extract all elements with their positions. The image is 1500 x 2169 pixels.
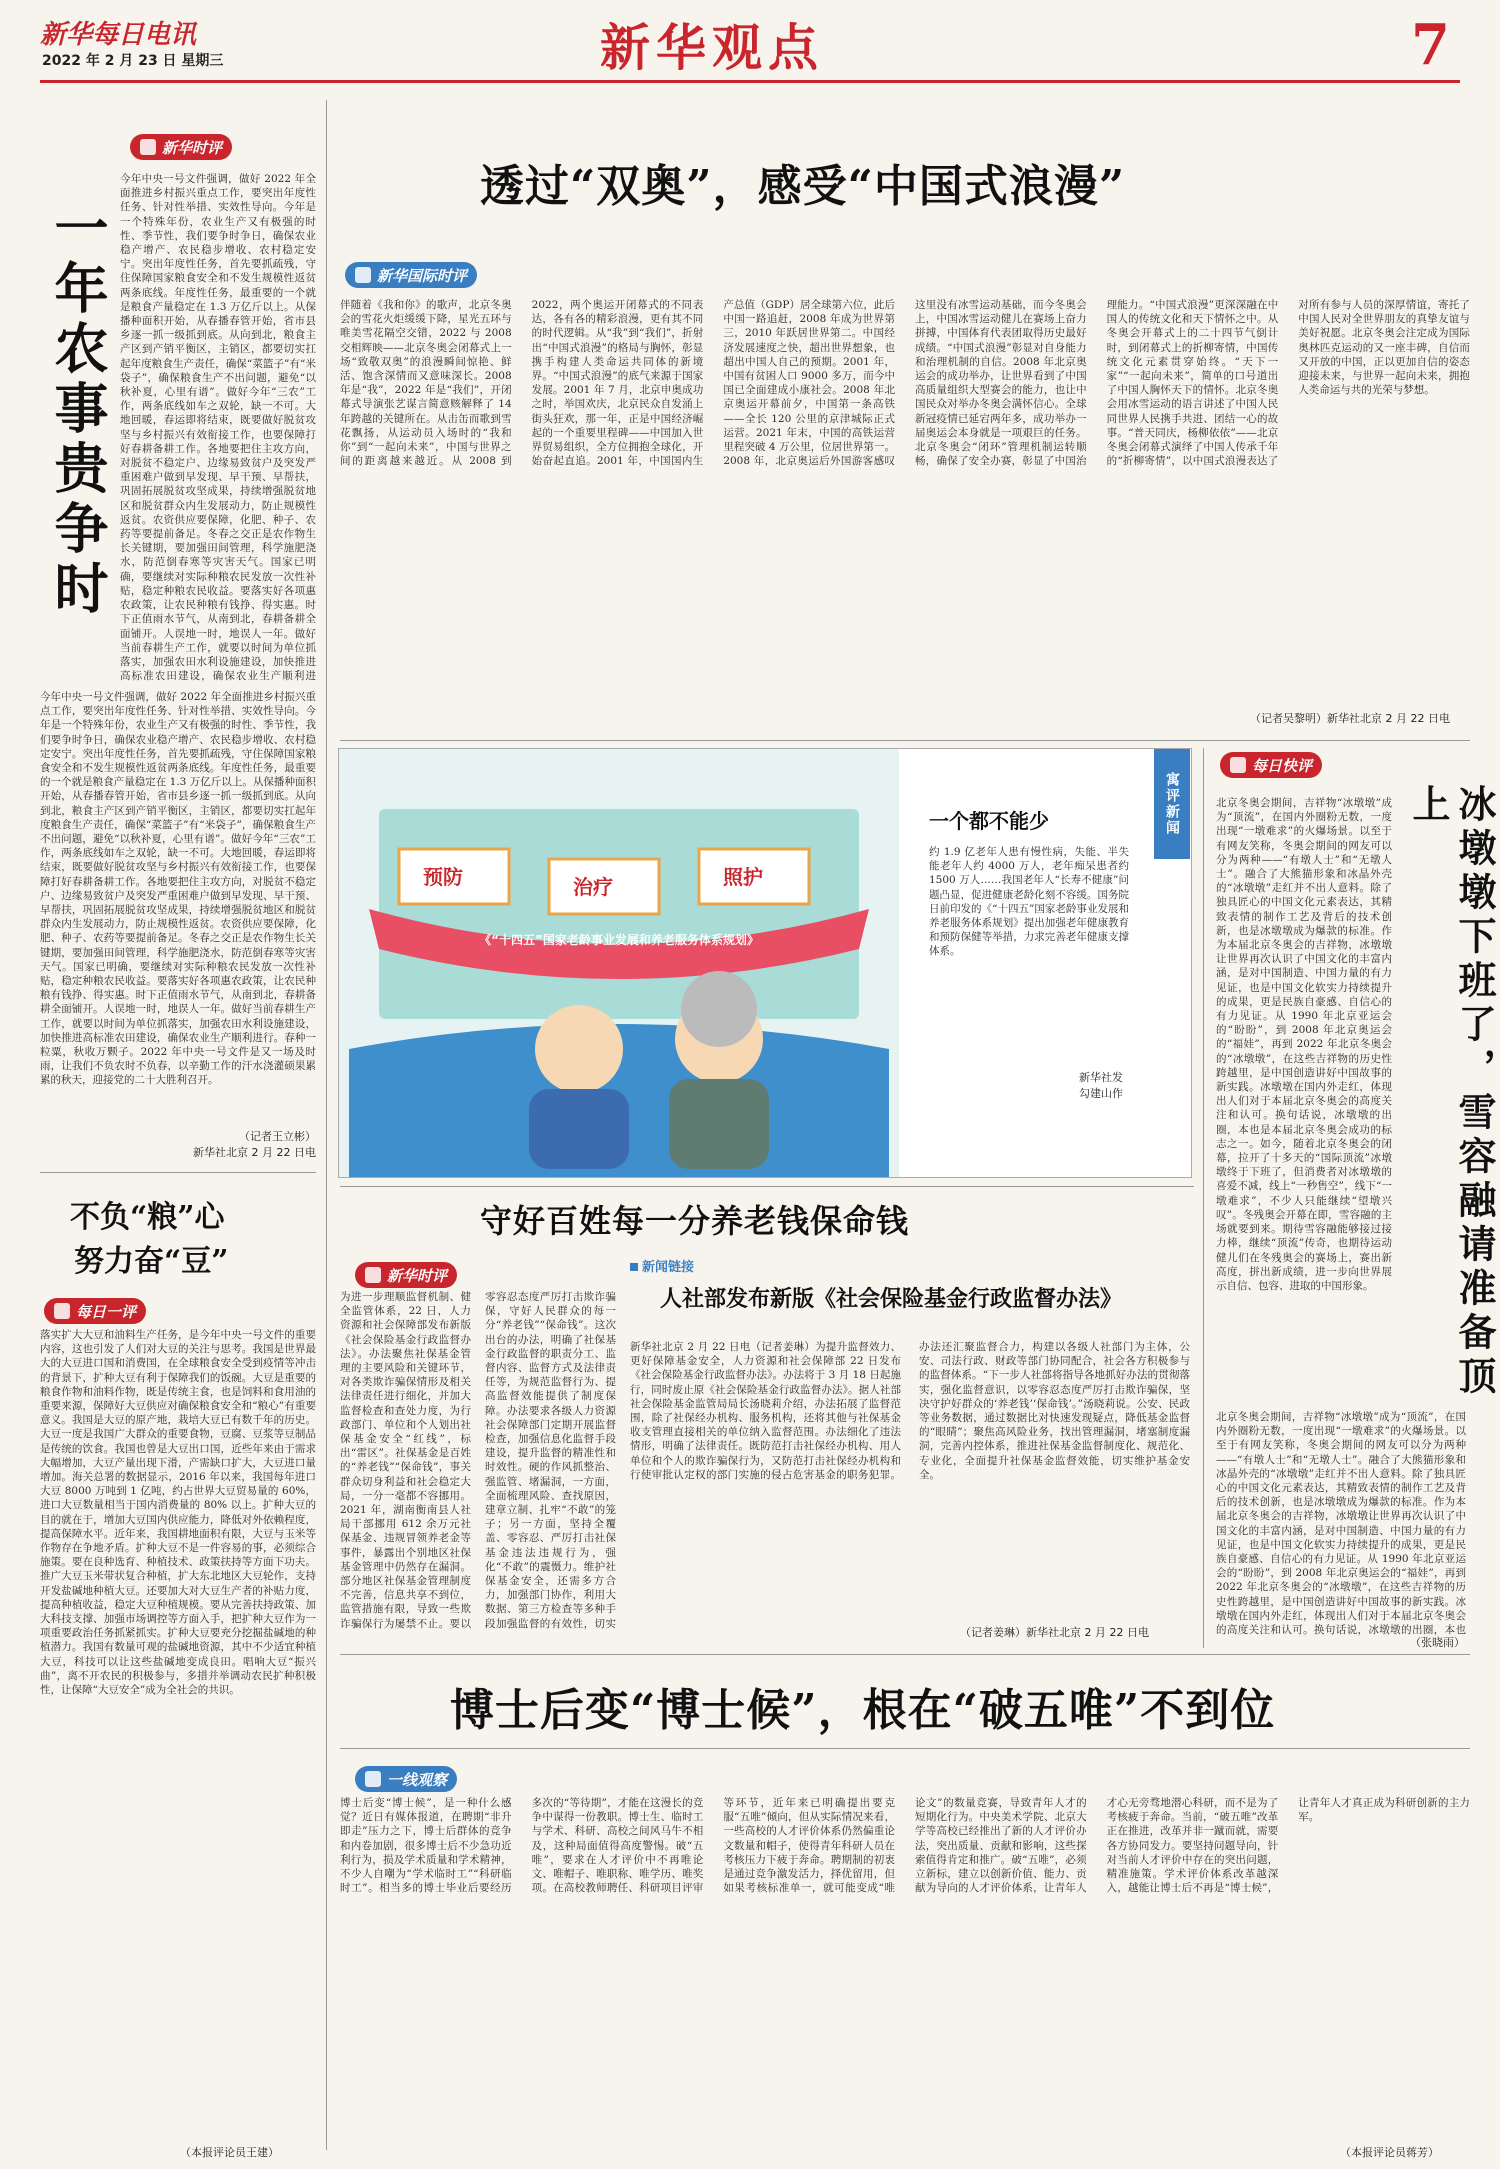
issue-date: 2022 年 2 月 23 日 星期三 [42, 53, 224, 69]
article3-body: 伴随着《我和你》的歌声，北京冬奥会的雪花火炬缓缓下降，星光五环与唯美雪花隔空交错，2022 与 2008 交相辉映——北京冬奥会闭幕式上一场“致敬双奥”的浪漫瞬间惊艳、鲜活、饱含深情而又意味深长。2008 年是“我”，2022 年是“我们”，开闭幕式导演张艺谋言简意赅解释了 14 年跨越的关键所在。从击缶而歌到雪花飘扬，从运动员入场时的“我和你”到“一起向未来”，中国与世界之间的距离越来越近。从 2008 到 2022，两个奥运开闭幕式的不同表达，各有各的精彩浪漫，更有其不同的时代逻辑。从“我”到“我们”，折射出“中国式浪漫”的格局与胸怀，彰显携手构建人类命运共同体的新境界。“中国式浪漫”的底气来源于国家发展。2001 年 7 月，北京申奥成功之时，举国欢庆，北京民众自发涌上街头狂欢，那一年，正是中国经济崛起的一个重要里程碑——中国加入世界贸易组织，全方位拥抱全球化，开始奋起直追。2001 年，中国国内生产总值（GDP）居全球第六位，此后中国一路追赶，2008 年成为世界第三，2010 年跃居世界第二。中国经济发展速度之快，超出世界想象，也超出中国人自己的预期。2001 年，中国有贫困人口 9000 多万，而今中国已全面建成小康社会。2008 年北京奥运开幕前夕，中国第一条高铁——全长 120 公里的京津城际正式运营。2021 年末，中国的高铁运营里程突破 4 万公里，位居世界第一。2008 年，北京奥运后外国游客感叹这里没有冰雪运动基础，而今冬奥会上，中国冰雪运动健儿在赛场上奋力拼搏，中国体育代表团取得历史最好成绩。“中国式浪漫”彰显对自身能力和治理机制的自信。2008 年北京奥运会的成功举办，让世界看到了中国高质量组织大型赛会的能力，也让中国民众对举办冬奥会满怀信心。全球新冠疫情已延宕两年多，成功举办一届奥运会本身就是一项艰巨的任务。北京冬奥会“闭环”管理机制运转顺畅，确保了安全办赛，彰显了中国治理能力。“中国式浪漫”更深深融在中国人的传统文化和天下情怀之中。从冬奥会开幕式上的二十四节气倒计时，到闭幕式上的折柳寄情，中国传统文化元素贯穿始终。“天下一家”“一起向未来”，简单的口号道出了中国人胸怀天下的情怀。北京冬奥会用冰雪运动的语言讲述了中国人民同世界人民携手共进、团结一心的故事。“普天同庆，杨柳依依”——北京冬奥会闭幕式演绎了中国人传承千年的“折柳寄情”，以中国式浪漫表达了对所有参与人员的深厚情谊，寄托了中国人民对全世界朋友的真挚友谊与美好祝愿。北京冬奥会注定成为国际奥林匹克运动的又一座丰碑，自信而又开放的中国，正以更加自信的姿态迎接未来，与世界一起向未来，拥抱人类命运与共的光荣与梦想。 [340, 299, 1470, 468]
article7-title: 博士后变“博士候”，根在“破五唯”不到位 [450, 1685, 1276, 1736]
article7-byline: （本报评论员蒋芳） [1340, 2146, 1439, 2159]
article4-body: 北京冬奥会期间，吉祥物“冰墩墩”成为“顶流”，在国内外圈粉无数，一度出现“一墩难求”的火爆场景。以至于有网友笑称，冬奥会期间的网友可以分为两种——“有墩人士”和“无墩人士”。融合了大熊猫形象和冰晶外壳的“冰墩墩”走红并不出人意料。除了独具匠心的中国文化元素表达，其精致表情的制作工艺及背后的技术创新，也是冰墩墩成为爆款的标准。作为本届北京冬奥会的吉祥物，冰墩墩让世界再次认识了中国文化的丰富内涵，是对中国制造、中国力量的有力见证，也是中国文化软实力持续提升的成果，更是民族自豪感、自信心的有力见证。从 1990 年北京亚运会的“盼盼”，到 2008 年北京奥运会的“福娃”，再到 2022 年北京冬奥会的“冰墩墩”，在这些吉祥物的历史性跨越里，是中国创造讲好中国故事的新实践。冰墩墩在国内外走红，体现出人们对于本届北京冬奥会的高度关注和认可。换句话说，冰墩墩的出圈，本也是本届北京冬奥会成功的标志之一。如今，随着北京冬奥会的闭幕，拉开了十多天的“国际顶流”冰墩墩终于下班了，但消费者对冰墩墩的喜爱不减，线上“一秒售空”，线下“一墩难求”，不少人只能继续“望墩兴叹”。冬残奥会开幕在即，雪容融的主场就要到来。期待雪容融能够接过接力棒，继续“顶流”传奇，也期待运动健儿们在冬残奥会的赛场上，赛出新高度，拼出新成绩，进一步向世界展示自信、包容、进取的中国形象。 [1216, 797, 1392, 1292]
article5-body: 为进一步理顺监督机制、健全监管体系，22 日，人力资源和社会保障部发布新版《社会保险基金行政监督办法》。办法聚焦社保基金管理的主要风险和关键环节，对各类欺诈骗保情形及相关法律责任进行细化，并加大监督检查和查处力度，为行政部门、单位和个人划出社保基金安全“红线”，标出“雷区”。社保基金是百姓的“养老钱”“保命钱”，事关群众切身利益和社会稳定大局，一分一毫都不容挪用。2021 年，湖南衡南县人社局干部挪用 612 余万元社保基金、违规冒领养老金等事件，暴露出个别地区社保基金管理中仍然存在漏洞。部分地区社保基金管理制度不完善，信息共享不到位，监管措施有限，导致一些欺诈骗保行为屡禁不止。要以零容忍态度严厉打击欺诈骗保，守好人民群众的每一分“养老钱”“保命钱”。这次出台的办法，明确了社保基金行政监督的职责分工、监督内容、监督方式及法律责任等，为规范监督行为、提高监督效能提供了制度保障。办法要求各级人力资源社会保障部门定期开展监督检查，加强信息化监督手段建设，提升监督的精准性和时效性。硬的作风抓整治、强监管、堵漏洞，一方面，全面梳理风险、查找原因，建章立制、扎牢“不敢”的笼子；另一方面，坚持全覆盖、零容忍、严厉打击社保基金违法违规行为，强化“不敢”的震慑力。维护社保基金安全，还需多方合力，加强部门协作，利用大数据、第三方检查等多种手段加强监督的有效性，切实 [340, 1291, 616, 1630]
article2-title: 不负“粮”心 努力奋“豆” [70, 1200, 229, 1279]
article1-lower-body: 今年中央一号文件强调，做好 2022 年全面推进乡村振兴重点工作，要突出年度性任务、针对性举措、实效性导向。今年是一个特殊年份，农业生产又有极强的时性、季节性，我们要争时争日，确保农业稳产增产、农民稳步增收、农村稳定安宁。突出年度性任务，首先要抓疏残，守住保障国家粮食安全和不发生规模性返贫两条底线。年度性任务，最重要的一个就是粮食产量稳定在 1.3 万亿斤以上。从保播种面积开始，从春播春管开始，省市县乡逐一抓一级抓到底。从向到北，粮食主产区到产销平衡区，主销区，都要切实扛起年度粮食生产责任，确保“菜篮子”有“米袋子”，确保粮食生产不出问题，避免“以秋补夏，心里有谱”。做好今年“三农”工作，两条底线如车之双轮，缺一不可。大地回暖，春运即将结束，既要做好脱贫攻坚与乡村振兴有效衔接工作，也要保障打好春耕备耕工作。各地要把住主攻方向，对脱贫不稳定户、边缘易致贫户及突发严重困难户做到早发现、早干预、早帮扶，巩固拓展脱贫攻坚成果，持续增强脱贫地区和脱贫群众内生发展动力，防止规模性返贫。农资供应要保障，化肥、种子、农药等要提前备足。冬春之交正是农作物生长关键期，要加强田间管理，科学施肥浇水，防范倒春寒等灾害天气。国家已明确，要继续对实际种粮农民发放一次性补贴，稳定种粮农民收益。要落实好各项惠农政策，让农民种粮有钱挣、得实惠。时下正值雨水节气，从南到北，春耕备耕全面铺开。人误地一时，地误人一年。做好当前春耕生产工作，就要以时间为单位抓落实，加强农田水利设施建设，加快推进高标准农田建设，确保农业生产顺利进行。春种一粒粟，秋收万颗子。2022 年中央一号文件是又一场及时雨，让我们不负农时不负春，以辛勤工作的汗水浇灌硕果累累的秋天，迎接党的二十大胜利召开。 [40, 691, 316, 1087]
article1-byline: （记者王立彬） 新华社北京 2 月 22 日电 [193, 1130, 316, 1159]
divider [340, 740, 1470, 741]
brand-name: 新华每日电讯 [40, 20, 197, 50]
cartoon-title: 一个都不能少 [929, 809, 1049, 833]
cartoon-illustration [339, 749, 899, 1177]
article4-lower-body: 北京冬奥会期间，吉祥物“冰墩墩”成为“顶流”，在国内外圈粉无数，一度出现“一墩难求”的火爆场景。以至于有网友笑称，冬奥会期间的网友可以分为两种——“有墩人士”和“无墩人士”。融合了大熊猫形象和冰晶外壳的“冰墩墩”走红并不出人意料。除了独具匠心的中国文化元素表达，其精致表情的制作工艺及背后的技术创新，也是冰墩墩成为爆款的标准。作为本届北京冬奥会的吉祥物，冰墩墩让世界再次认识了中国文化的丰富内涵，是对中国制造、中国力量的有力见证，也是中国文化软实力持续提升的成果，更是民族自豪感、自信心的有力见证。从 1990 年北京亚运会的“盼盼”，到 2008 年北京奥运会的“福娃”，再到 2022 年北京冬奥会的“冰墩墩”，在这些吉祥物的历史性跨越里，是中国创造讲好中国故事的新实践。冰墩墩在国内外走红，体现出人们对于本届北京冬奥会的高度关注和认可。换句话说，冰墩墩的出圈，本也 [1216, 1411, 1466, 1636]
page-number: 7 [1411, 12, 1450, 78]
cartoon-label-prevention: 预防 [423, 865, 463, 889]
cartoon-label-care: 照护 [723, 865, 763, 889]
cartoon-panel [338, 748, 1192, 1178]
article5-title: 守好百姓每一分养老钱保命钱 [480, 1202, 910, 1240]
tag-xinhua-shiping: 新华时评 [130, 134, 232, 160]
article6-body: 新华社北京 2 月 22 日电（记者姜琳）为提升监督效力、更好保障基金安全，人力资源和社会保障部 22 日发布《社会保险基金行政监督办法》。办法将于 3 月 18 日起施行，同时废止原《社会保险基金行政监督办法》。据人社部社会保险基金监管局局长汤晓莉介绍，办法拓展了监督范围，除了社保经办机构、服务机构，还将其他与社保基金收支管理直接相关的单位纳入监督范围。办法细化了违法情形，明确了法律责任。既防范打击社保经办机构、用人单位和个人的欺诈骗保行为，又防范打击社保经办机构和行使审批认定权的部门实施的侵占危害基金的职务犯罪。办法还汇聚监督合力，构建以各级人社部门为主体，公安、司法行政、财政等部门协同配合，社会各方积极参与的监督体系。“下一步人社部将指导各地抓好办法的贯彻落实，强化监督意识，以零容忍态度严厉打击欺诈骗保，坚决守护好群众的‘养老钱’‘保命钱’。”汤晓莉说。公安、民政等业务数据，通过数据比对快速发现疑点，降低基金监督的“眼睛”；聚焦高风险业务，找出管理漏洞，堵塞制度漏洞，完善内控体系，推进社保基金监督制度化、规范化、专业化，全面提升社保基金监督效能，切实维护基金安全。 [630, 1341, 1190, 1481]
tag-xinhua-shiping-2: 新华时评 [355, 1262, 457, 1288]
article2-byline: （本报评论员王建） [180, 2146, 279, 2159]
article6-title: 人社部发布新版《社会保险基金行政监督办法》 [660, 1286, 1123, 1312]
square-icon [630, 1263, 638, 1271]
pen-icon [54, 1303, 70, 1319]
article1-title: 一年农事贵争时 [46, 200, 110, 620]
article2-body: 落实扩大大豆和油料生产任务，是今年中央一号文件的重要内容，这也引发了人们对大豆的关注与思考。我国是世界最大的大豆进口国和消费国，在全球粮食安全受到疫情等冲击的背景下，扩种大豆有利于保障我们的饭碗。大豆是重要的粮食作物和油料作物，既是传统主食，也是饲料和食用油的重要来源，保障好大豆供应对确保粮食安全和“粮心”有重要意义。我国是大豆的原产地，栽培大豆已有数千年的历史。大豆一度是我国广大群众的重要食物，豆腐、豆浆等豆制品是传统的饮食。我国也曾是大豆出口国，近些年来由于需求大幅增加，大豆产量出现下滑，产需缺口扩大，大豆进口量增加。海关总署的数据显示，2016 年以来，我国每年进口大豆 8000 万吨到 1 亿吨，约占世界大豆贸易量的 60%，进口大豆数量相当于国内消费量的 80% 以上。扩种大豆的目的就在于，增加大豆国内供应能力，降低对外依赖程度，提高保障水平。近年来，我国耕地面积有限，大豆与玉米等作物存在争地矛盾。扩种大豆不是一件容易的事，必须综合施策。要在良种选育、种植技术、政策扶持等方面下功夫。推广大豆玉米带状复合种植，扩大东北地区大豆轮作，支持开发盐碱地种植大豆。还要加大对大豆生产者的补贴力度，提高种植收益，稳定大豆种植规模。要从完善扶持政策、加大科技支撑、加强市场调控等方面入手，把扩种大豆作为一项重要政治任务抓紧抓实。扩种大豆要充分挖掘盐碱地的种植潜力。我国有数量可观的盐碱地资源，其中不少适宜种植大豆，科技可以让这些盐碱地变成良田。唱响大豆“振兴曲”，离不开农民的积极参与，多措并举调动农民扩种积极性，让保障“大豆安全”成为全社会的共识。 [40, 1329, 316, 1697]
divider [40, 1172, 316, 1173]
article4-byline: （张晓雨） [1410, 1636, 1465, 1649]
cartoon-banner: 《“十四五”国家老龄事业发展和养老服务体系规划》 [479, 933, 759, 947]
tag-yixian-guancha: 一线观察 [355, 1766, 457, 1792]
cartoon-vertical-label: 寓评新闻 [1154, 749, 1190, 859]
section-title: 新华观点 [600, 18, 824, 77]
tag-guoji-shiping: 新华国际时评 [345, 262, 477, 288]
article3-byline: （记者吴黎明）新华社北京 2 月 22 日电 [1250, 712, 1450, 725]
pen-icon [1230, 757, 1246, 773]
article7-body: 博士后变“博士候”，是一种什么感觉？近日有媒体报道，在聘期“非升即走”压力之下，博士后群体的竞争和内卷加剧，很多博士后不少急功近利行为，损及学术质量和学术精神，不少人自嘲为“学术临时工”“科研临时工”。相当多的博士毕业后要经历多次的“等待期”，才能在这漫长的竞争中谋得一份教职。博士生、临时工与学术、科研、高校之间风马牛不相及，这种局面值得高度警惕。破“五唯”，要求在人才评价中不再唯论文、唯帽子、唯职称、唯学历、唯奖项。在高校教师聘任、科研项目评审等环节，近年来已明确提出要克服“五唯”倾向，但从实际情况来看，一些高校的人才评价体系仍然偏重论文数量和帽子，使得青年科研人员在考核压力下疲于奔命。聘期制的初衷是通过竞争激发活力，择优留用，但如果考核标准单一，就可能变成“唯论文”的数量竞赛，导致青年人才的短期化行为。中央美术学院、北京大学等高校已经推出了新的人才评价办法，突出质量、贡献和影响，这些探索值得肯定和推广。破“五唯”，必须立新标，建立以创新价值、能力、贡献为导向的人才评价体系，让青年人才心无旁骛地潜心科研，而不是为了考核疲于奔命。当前，“破五唯”改革正在推进，改革并非一蹴而就，需要各方协同发力。要坚持问题导向，针对当前人才评价中存在的突出问题，精准施策。学术评价体系改革越深入，越能让博士后不再是“博士候”，让青年人才真正成为科研创新的主力军。 [340, 1797, 1470, 1895]
divider [340, 1186, 1194, 1187]
pen-icon [140, 139, 156, 155]
cartoon-caption: 约 1.9 亿老年人患有慢性病，失能、半失能老年人约 4000 万人，老年痴呆患者约 1500 万人……我国老年人“长寿不健康”问题凸显，促进健康老龄化刻不容缓。国务院日前印发的《“十四五”国家老龄事业发展和养老服务体系规划》提出加强老年健康教育和预防保健等举措，力求完善老年健康支撑体系。 [929, 846, 1129, 958]
article3-title: 透过“双奥”，感受“中国式浪漫” [480, 161, 1126, 212]
article1-top-body: 今年中央一号文件强调，做好 2022 年全面推进乡村振兴重点工作，要突出年度性任务、针对性举措、实效性导向。今年是一个特殊年份，农业生产又有极强的时性、季节性，我们要争时争日，确保农业稳产增产、农民稳步增收、农村稳定安宁。突出年度性任务，首先要抓疏残，守住保障国家粮食安全和不发生规模性返贫两条底线。年度性任务，最重要的一个就是粮食产量稳定在 1.3 万亿斤以上。从保播种面积开始，从春播春管开始，省市县乡逐一抓一级抓到底。从向到北，粮食主产区到产销平衡区，主销区，都要切实扛起年度粮食生产责任，确保“菜篮子”有“米袋子”，确保粮食生产不出问题，避免“以秋补夏，心里有谱”。做好今年“三农”工作，两条底线如车之双轮，缺一不可。大地回暖，春运即将结束，既要做好脱贫攻坚与乡村振兴有效衔接工作，也要保障打好春耕备耕工作。各地要把住主攻方向，对脱贫不稳定户、边缘易致贫户及突发严重困难户做到早发现、早干预、早帮扶，巩固拓展脱贫攻坚成果，持续增强脱贫地区和脱贫群众内生发展动力，防止规模性返贫。农资供应要保障，化肥、种子、农药等要提前备足。冬春之交正是农作物生长关键期，要加强田间管理，科学施肥浇水，防范倒春寒等灾害天气。国家已明确，要继续对实际种粮农民发放一次性补贴，稳定种粮农民收益。要落实好各项惠农政策，让农民种粮有钱挣、得实惠。时下正值雨水节气，从南到北，春耕备耕全面铺开。人误地一时，地误人一年。做好当前春耕生产工作，就要以时间为单位抓落实，加强农田水利设施建设，加快推进高标准农田建设，确保农业生产顺利进 [120, 173, 316, 682]
masthead [0, 0, 1500, 92]
article4-title: 冰墩墩下班了，雪容融请准备顶上 [1406, 784, 1497, 1400]
news-link-tag: 新闻链接 [630, 1256, 694, 1275]
column-rule [326, 100, 327, 2150]
divider [340, 1748, 1470, 1749]
cartoon-credit: 新华社发 勾建山作 [1079, 1071, 1123, 1100]
column-rule [1203, 748, 1204, 1648]
tag-meiri-yiping: 每日一评 [44, 1298, 146, 1324]
divider [340, 1654, 1470, 1655]
article6-byline: （记者姜琳）新华社北京 2 月 22 日电 [960, 1626, 1149, 1639]
tag-meiri-kuaiping: 每日快评 [1220, 752, 1322, 778]
masthead-rule [40, 80, 1460, 83]
cartoon-label-treatment: 治疗 [573, 875, 613, 899]
